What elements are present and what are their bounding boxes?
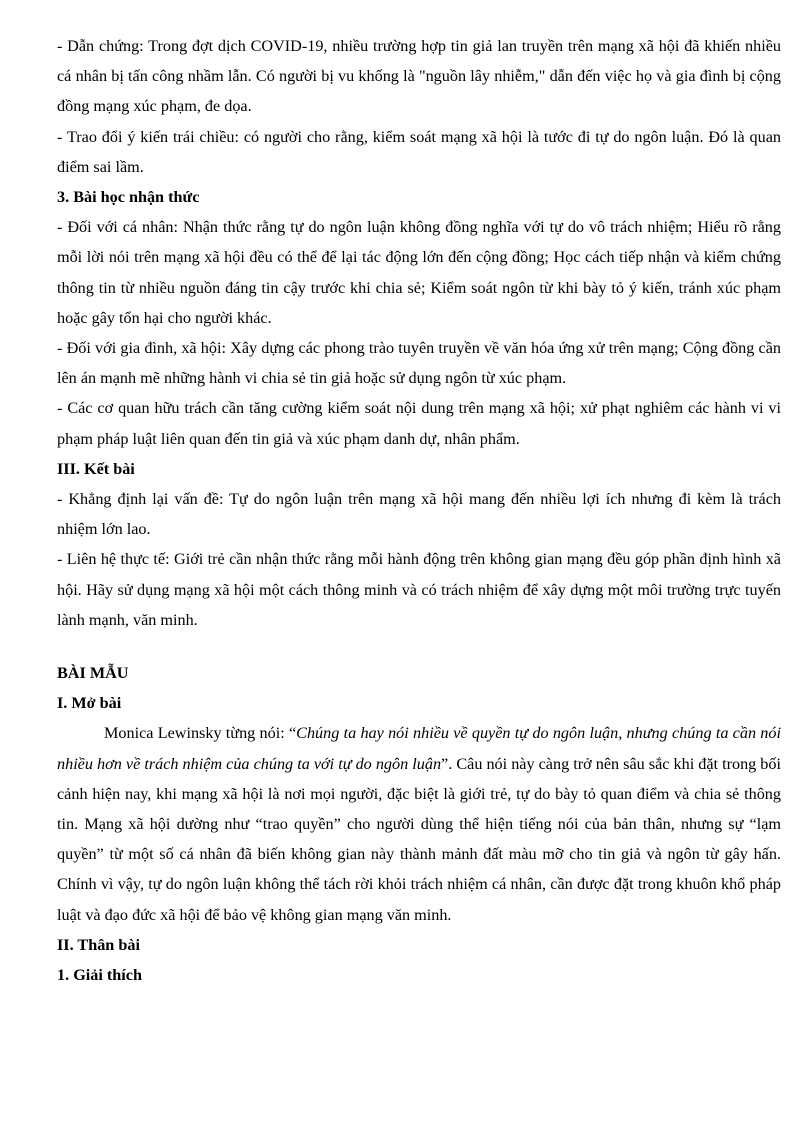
conclusion-connection-point [57, 544, 781, 635]
text-run: - Trao đổi ý kiến trái chiều: có người cho rằng, kiểm soát mạng xã hội là tước đi tự do ngôn luận. Đó là quan điểm sai lầm. [57, 127, 781, 176]
heading-conclusion [57, 454, 781, 484]
text-run: - Các cơ quan hữu trách cần tăng cường kiểm soát nội dung trên mạng xã hội; xử phạt nghiêm các hành vi vi phạm pháp luật liên quan đến tin giả và xúc phạm danh dự, nhân phẩm. [57, 399, 781, 448]
text-run: ”. Câu nói này càng trở nên sâu sắc khi đặt trong bối cảnh hiện nay, khi mạng xã hội là nơi mọi người, đặc biệt là giới trẻ, tự do bày tỏ quan điểm và chia sẻ thông tin. Mạng xã hội dường như “trao quyền” cho người dùng thể hiện tiếng nói của bản thân, nhưng sự “lạm quyền” từ một số cá nhân đã biến không gian này thành mảnh đất màu mỡ cho tin giả và ngôn từ gây hấn. Chính vì vậy, tự do ngôn luận không thể tách rời khỏi trách nhiệm cá nhân, cần được đặt trong khuôn khổ pháp luật và đạo đức xã hội để bảo vệ không gian mạng văn minh. [57, 754, 781, 924]
quoted-italic-text: Chúng ta hay nói nhiều về quyền tự do ngôn luận, nhưng chúng ta cần nói nhiều hơn về trách nhiệm của chúng ta với tự do ngôn luận [57, 724, 781, 773]
text-run: 1. Giải thích [57, 966, 142, 985]
text-run: 3. Bài học nhận thức [57, 188, 200, 207]
heading-introduction [57, 688, 781, 718]
text-run: - Đối với gia đình, xã hội: Xây dựng các phong trào tuyên truyền về văn hóa ứng xử trên mạng; Cộng đồng cần lên án mạnh mẽ những hành vi chia sẻ tin giả hoặc sử dụng ngôn từ xúc phạm. [57, 339, 781, 388]
text-run: - Khẳng định lại vấn đề: Tự do ngôn luận trên mạng xã hội mang đến nhiều lợi ích nhưng đi kèm là trách nhiệm lớn lao. [57, 490, 781, 539]
lesson-individual-point [57, 212, 781, 333]
text-run: II. Thân bài [57, 935, 140, 954]
text-run: I. Mở bài [57, 694, 122, 713]
heading-body-section [57, 930, 781, 960]
lesson-authorities-point [57, 393, 781, 453]
conclusion-restate-point [57, 484, 781, 544]
text-run: - Liên hệ thực tế: Giới trẻ cần nhận thức rằng mỗi hành động trên không gian mạng đều góp phần định hình xã hội. Hãy sử dụng mạng xã hội một cách thông minh và có trách nhiệm để xây dựng một môi trường trực tuyến lành mạnh, văn minh. [57, 550, 781, 629]
heading-lesson-awareness [57, 182, 781, 212]
text-run: III. Kết bài [57, 459, 135, 478]
blank-line [57, 635, 781, 658]
heading-explanation [57, 960, 781, 990]
text-run: BÀI MẪU [57, 664, 129, 683]
heading-sample-essay [57, 658, 781, 688]
lesson-family-society-point [57, 333, 781, 393]
text-run: Monica Lewinsky từng nói: “ [104, 724, 297, 743]
text-run: - Dẫn chứng: Trong đợt dịch COVID-19, nhiều trường hợp tin giả lan truyền trên mạng xã hội đã khiến nhiều cá nhân bị tấn công nhầm lẫn. Có người bị vu khống là "nguồn lây nhiễm," dẫn đến việc họ và gia đình bị cộng đồng mạng xúc phạm, đe dọa. [57, 37, 781, 116]
evidence-point [57, 31, 781, 122]
introduction-paragraph [57, 718, 781, 929]
text-run: - Đối với cá nhân: Nhận thức rằng tự do ngôn luận không đồng nghĩa với tự do vô trách nhiệm; Hiểu rõ rằng mỗi lời nói trên mạng xã hội đều có thể để lại tác động lớn đến cộng đồng; Học cách tiếp nhận và kiểm chứng thông tin từ nhiều nguồn đáng tin cậy trước khi chia sẻ; Kiểm soát ngôn từ khi bày tỏ ý kiến, tránh xúc phạm hoặc gây tổn hại cho người khác. [57, 218, 781, 327]
counter-opinion-point [57, 122, 781, 182]
document-body [57, 31, 781, 990]
